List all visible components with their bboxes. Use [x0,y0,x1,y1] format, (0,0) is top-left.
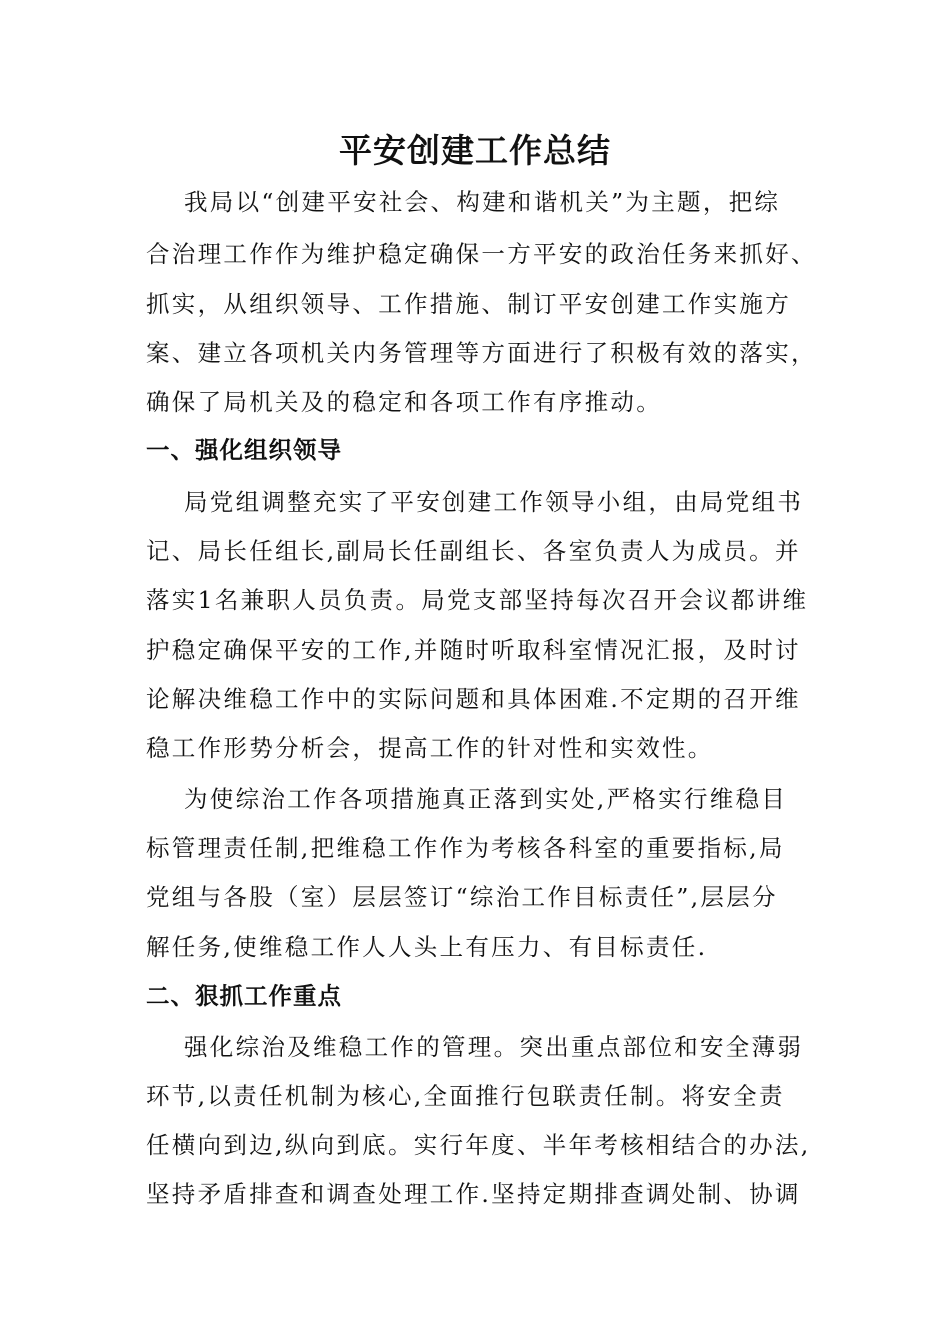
section-1-para-2-line-2: 标管理责任制,把维稳工作作为考核各科室的重要指标,局 [146,834,785,862]
section-2-para-1-line-3: 任横向到边,纵向到底。实行年度、半年考核相结合的办法, [146,1131,811,1159]
section-1-para-1-line-4: 护稳定确保平安的工作,并随时听取科室情况汇报，及时讨 [146,636,801,664]
section-1-para-2-line-3: 党组与各股（室）层层签订“综治工作目标责任”,层层分 [146,883,778,911]
intro-line-1: 我局以“创建平安社会、构建和谐机关”为主题，把综 [184,188,781,216]
section-1-para-1-line-3: 落实1名兼职人员负责。局党支部坚持每次召开会议都讲维 [146,586,809,614]
section-2-para-1-line-1: 强化综治及维稳工作的管理。突出重点部位和安全薄弱 [184,1033,804,1061]
section-1-para-2-line-4: 解任务,使维稳工作人人头上有压力、有目标责任. [146,933,708,961]
intro-line-4: 案、建立各项机关内务管理等方面进行了积极有效的落实， [146,339,817,367]
section-2-para-1-line-2: 环节,以责任机制为核心,全面推行包联责任制。将安全责 [146,1082,785,1110]
section-1-para-1-line-6: 稳工作形势分析会，提高工作的针对性和实效性。 [146,734,714,762]
section-1-para-1-line-5: 论解决维稳工作中的实际问题和具体困难.不定期的召开维 [146,685,801,713]
section-1-para-2-line-1: 为使综治工作各项措施真正落到实处,严格实行维稳目 [184,785,788,813]
section-2-para-1-line-4: 坚持矛盾排查和调查处理工作.坚持定期排查调处制、协调 [146,1180,801,1208]
section-1-para-1-line-1: 局党组调整充实了平安创建工作领导小组，由局党组书 [184,488,804,516]
document-title: 平安创建工作总结 [339,131,611,170]
section-1-para-1-line-2: 记、局长任组长,副局长任副组长、各室负责人为成员。并 [146,537,801,565]
section-2-heading: 二、狠抓工作重点 [146,982,342,1010]
section-1-heading: 一、强化组织领导 [146,436,342,464]
intro-line-5: 确保了局机关及的稳定和各项工作有序推动。 [146,388,662,416]
intro-line-3: 抓实，从组织领导、工作措施、制订平安创建工作实施方 [146,290,791,318]
intro-line-2: 合治理工作作为维护稳定确保一方平安的政治任务来抓好、 [146,240,817,268]
